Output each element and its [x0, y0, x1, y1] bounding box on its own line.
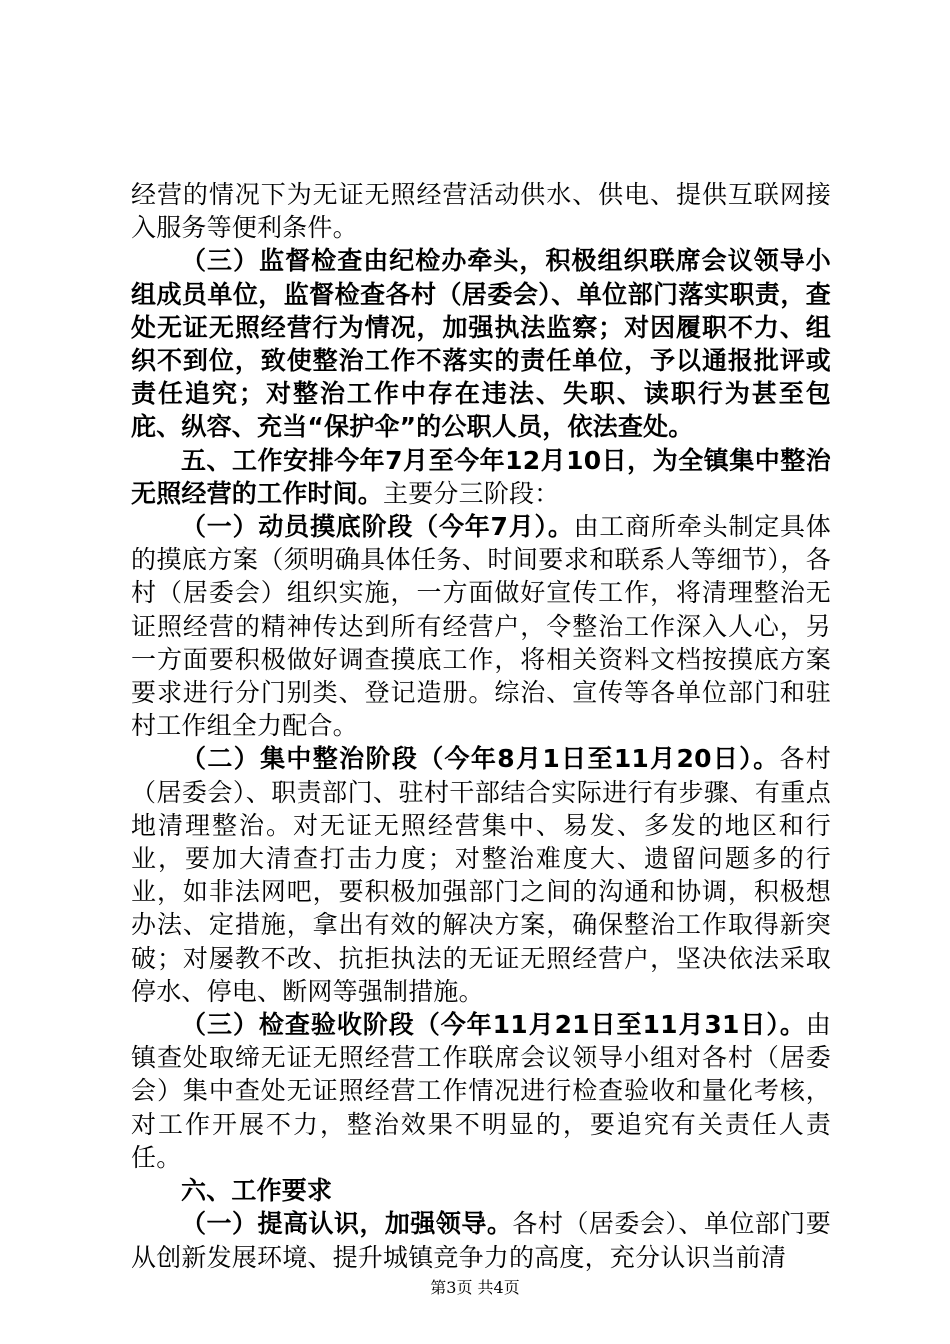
- paragraph-text: 经营的情况下为无证无照经营活动供水、供电、提供互联网接入服务等便利条件。: [131, 180, 831, 243]
- document-body: [131, 178, 831, 1274]
- paragraph-lead: （二）集中整治阶段（今年8月1日至11月20日）。: [181, 744, 780, 774]
- paragraph-lead: （一）提高认识，加强领导。: [181, 1209, 513, 1239]
- paragraph: [131, 178, 831, 244]
- paragraph: [131, 742, 831, 1008]
- paragraph-lead: （三）检查验收阶段（今年11月21日至11月31日）。: [181, 1010, 806, 1040]
- paragraph: [131, 244, 831, 443]
- paragraph-lead: 六、工作要求: [181, 1176, 333, 1206]
- section-heading: [131, 1174, 831, 1207]
- paragraph-text: 各村（居委会）、单位部门要从创新发展环境、提升城镇竞争力的高度，充分认识当前清: [131, 1209, 831, 1272]
- paragraph-text: 由工商所牵头制定具体的摸底方案（须明确具体任务、时间要求和联系人等细节），各村（居委会）组织实施，一方面做好宣传工作，将清理整治无证照经营的精神传达到所有经营户，令整治工作深入人心，另一方面要积极做好调查摸底工作，将相关资料文档按摸底方案要求进行分门别类、登记造册。综治、宣传等各单位部门和驻村工作组全力配合。: [131, 512, 831, 741]
- paragraph-lead: （一）动员摸底阶段（今年7月）。: [181, 512, 574, 542]
- paragraph-text: 主要分三阶段：: [383, 478, 560, 508]
- paragraph-lead: 五、工作安排今年7月至今年12月10日，为全镇集中整治无照经营的工作时间。: [131, 445, 831, 508]
- paragraph-text: 各村（居委会）、职责部门、驻村干部结合实际进行有步骤、有重点地清理整治。对无证无照经营集中、易发、多发的地区和行业，要加大清查打击力度；对整治难度大、遗留问题多的行业，如非法网吧，要积极加强部门之间的沟通和协调，积极想办法、定措施，拿出有效的解决方案，确保整治工作取得新突破；对屡教不改、抗拒执法的无证无照经营户，坚决依法采取停水、停电、断网等强制措施。: [131, 744, 831, 1006]
- page-number-footer: 第3页 共4页: [430, 1278, 520, 1297]
- paragraph-lead: （三）监督检查由纪检办牵头，积极组织联席会议领导小组成员单位，监督检查各村（居委会）、单位部门落实职责，查处无证无照经营行为情况，加强执法监察；对因履职不力、组织不到位，致使整治工作不落实的责任单位，予以通报批评或责任追究；对整治工作中存在违法、失职、读职行为甚至包庇、纵容、充当“保护伞”的公职人员，依法查处。: [131, 246, 831, 442]
- paragraph: [131, 510, 831, 742]
- section-heading: [131, 444, 831, 510]
- paragraph: [131, 1008, 831, 1174]
- paragraph-text: 由镇查处取缔无证无照经营工作联席会议领导小组对各村（居委会）集中查处无证照经营工作情况进行检查验收和量化考核，对工作开展不力，整治效果不明显的，要追究有关责任人责任。: [131, 1010, 831, 1172]
- paragraph: [131, 1207, 831, 1273]
